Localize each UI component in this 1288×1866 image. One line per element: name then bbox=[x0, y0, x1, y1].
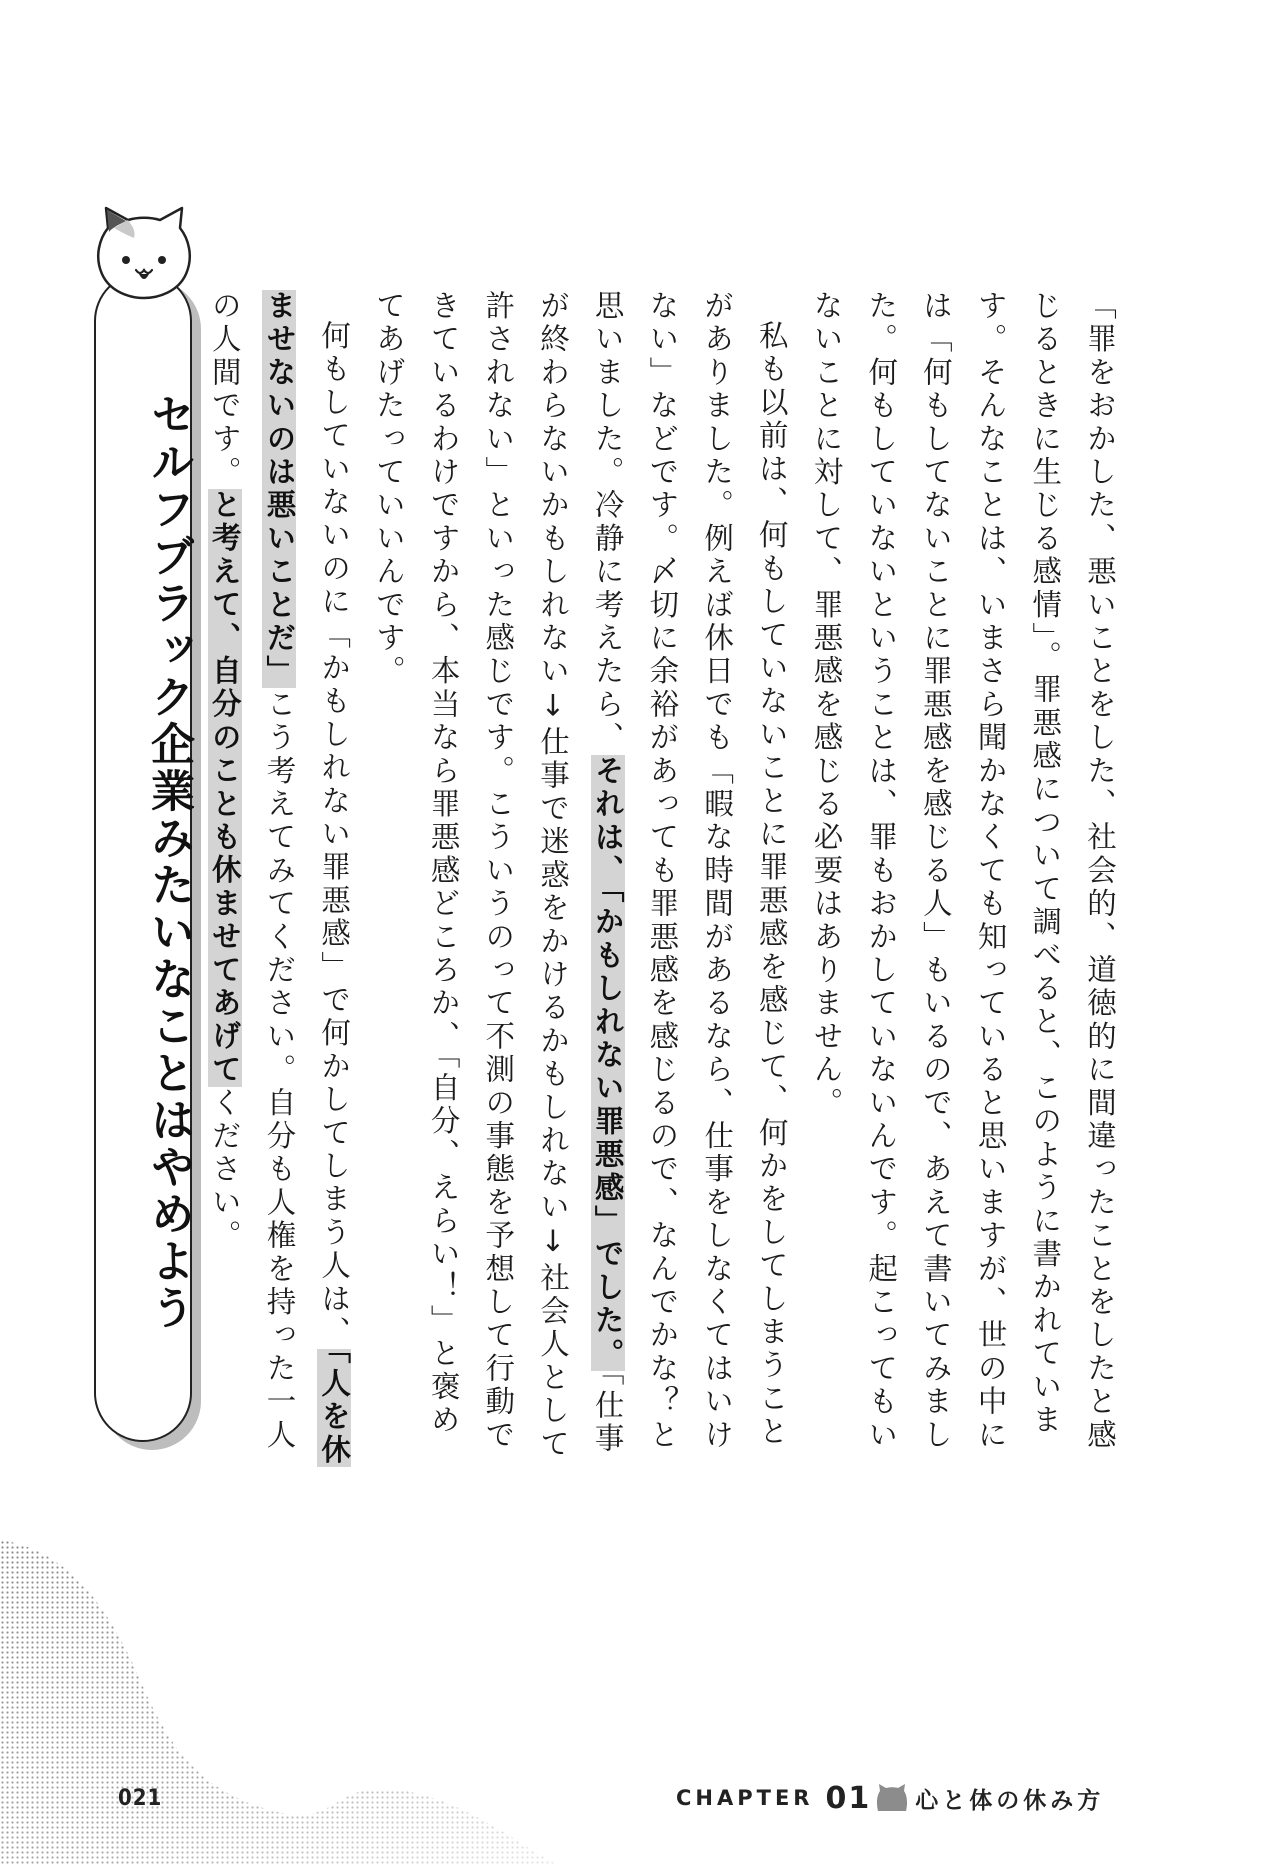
paragraph-3 bbox=[197, 290, 361, 1470]
cat-silhouette-icon bbox=[875, 1783, 909, 1813]
paragraph-1 bbox=[799, 290, 1127, 1470]
text-span: 「罪をおかした、悪いことをした、社会的、道徳的に間違ったことをしたと感じるときに生じる感情」。罪悪感について調べると、このように書かれています。そんなことは、いまさら聞かなくても知っていると思いますが、世の中には「何もしてないことに罪悪感を感じる人」もいるので、あえて書いてみました。何もしていないということは、罪もおかしていないんです。起こってもいないことに対して、罪悪感を感じる必要はありません。 bbox=[809, 290, 1117, 1452]
text-span: 何もしていないのに「かもしれない罪悪感」で何かしてしまう人は、 bbox=[317, 319, 352, 1349]
highlight-phrase: と考えて、自分のことも休ませてあげて bbox=[207, 489, 242, 1087]
text-span: 「仕事が終わらないかもしれない↓仕事で迷惑をかけるかもしれない↓社会人として許されない」といった感じです。こういうのって不測の事態を予想して行動できているわけですから、本当なら罪悪感どころか、「自分、えらい！」と褒めてあげたっていいんです。 bbox=[371, 290, 625, 1461]
text-span: ください。 bbox=[207, 1086, 242, 1253]
cat-face-icon bbox=[88, 204, 200, 304]
body-text bbox=[207, 290, 1127, 1470]
page-number: 021 bbox=[118, 1786, 163, 1811]
text-span: 私も以前は、何もしていないことに罪悪感を感じて、何かをしてしまうことがありました。例えば休日でも「暇な時間があるなら、仕事をしなくてはいけない」などです。〆切に余裕があっても罪悪感を感じるので、なんでかな？と思いました。冷静に考えたら、 bbox=[590, 290, 789, 1452]
paragraph-2 bbox=[361, 290, 799, 1470]
highlight-phrase: 「人を休ませないのは悪いことだ」 bbox=[262, 290, 352, 1467]
chapter-title: 心と体の休み方 bbox=[915, 1787, 1105, 1814]
chapter-footer bbox=[676, 1776, 1104, 1820]
highlight-phrase: それは、「かもしれない罪悪感」でした。 bbox=[590, 754, 625, 1371]
headline-box bbox=[94, 272, 192, 1442]
halftone-corner-decoration bbox=[0, 1540, 560, 1866]
chapter-number: 01 bbox=[825, 1780, 872, 1816]
chapter-label: CHAPTER bbox=[676, 1786, 814, 1810]
text-span: こう考えてみてください。自分も人権を持った一人の人間です。 bbox=[207, 290, 297, 1453]
headline: セルフブラック企業みたいなことはやめよう bbox=[143, 392, 194, 1332]
